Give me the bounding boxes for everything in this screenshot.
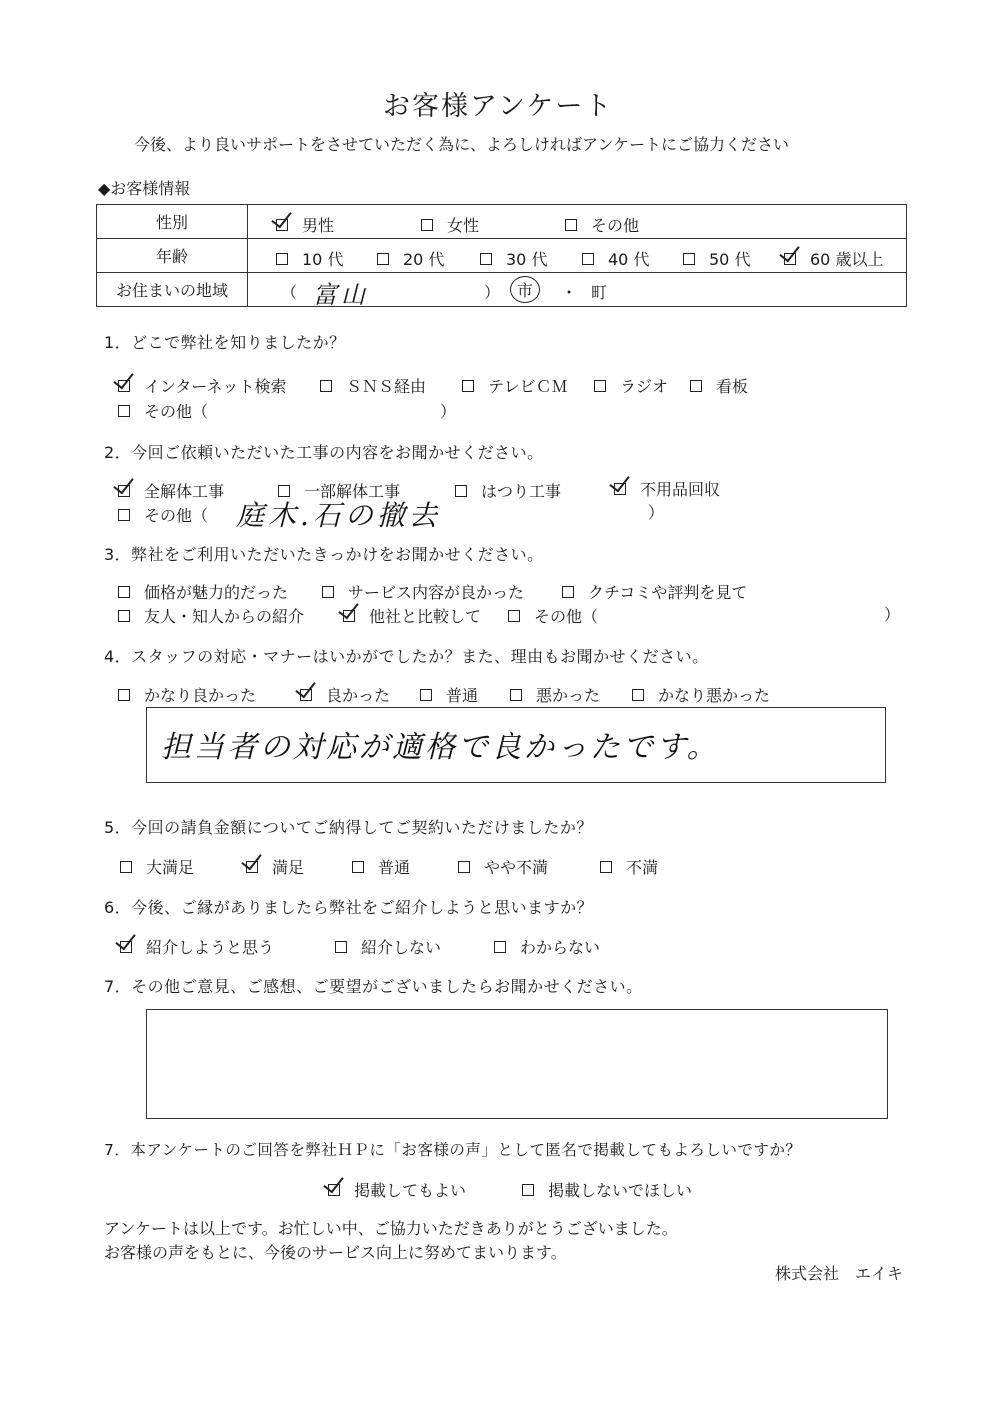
q3-option-price[interactable]: 価格が魅力的だった <box>118 580 288 603</box>
q5-option-satisfied[interactable]: 満足 <box>246 855 304 878</box>
area-town-label: 町 <box>591 283 608 302</box>
customer-info-table <box>96 204 907 307</box>
age-option-50s[interactable]: 50 代 <box>683 247 750 270</box>
area-cell <box>248 273 907 307</box>
checkbox-icon[interactable] <box>421 219 433 231</box>
gender-option-male[interactable]: 男性 <box>276 213 334 236</box>
checkbox-icon[interactable] <box>614 483 626 495</box>
question-2: 2．今回ご依頼いただいた工事の内容をお聞かせください。 <box>104 443 544 462</box>
company-name: 株式会社 エイキ <box>775 1264 904 1283</box>
q4-option-normal[interactable]: 普通 <box>420 683 478 706</box>
q3-option-referral[interactable]: 友人・知人からの紹介 <box>118 604 304 627</box>
gender-options-cell <box>248 205 907 239</box>
q1-option-other[interactable]: その他（ <box>118 399 208 422</box>
checkbox-icon[interactable] <box>322 586 334 598</box>
q2-option-chipping[interactable]: はつり工事 <box>455 479 561 502</box>
q1-other-close: ） <box>440 402 457 421</box>
question-4: 4．スタッフの対応・マナーはいかがでしたか？また、理由もお聞かせください。 <box>104 647 709 666</box>
checkbox-icon[interactable] <box>118 509 130 521</box>
area-row <box>97 273 907 307</box>
checkbox-icon[interactable] <box>562 586 574 598</box>
checkbox-icon[interactable] <box>594 380 606 392</box>
checkbox-icon[interactable] <box>343 610 355 622</box>
q4-comment-box[interactable] <box>146 707 886 783</box>
q7-comment-box[interactable] <box>146 1009 888 1119</box>
checkbox-icon[interactable] <box>276 253 288 265</box>
checkbox-icon[interactable] <box>328 1184 340 1196</box>
gender-row <box>97 205 907 239</box>
area-separator: ・ <box>561 283 578 302</box>
area-handwritten-value[interactable]: 富山 <box>313 281 369 309</box>
age-option-30s[interactable]: 30 代 <box>480 247 547 270</box>
checkbox-icon[interactable] <box>300 689 312 701</box>
checkbox-icon[interactable] <box>494 941 506 953</box>
q4-option-bad[interactable]: 悪かった <box>510 683 600 706</box>
checkbox-icon[interactable] <box>118 380 130 392</box>
q3-other-close: ） <box>884 605 901 624</box>
q4-option-very-bad[interactable]: かなり悪かった <box>632 683 770 706</box>
checkbox-icon[interactable] <box>352 861 364 873</box>
q3-option-other[interactable]: その他（ <box>508 604 598 627</box>
checkbox-icon[interactable] <box>632 689 644 701</box>
checkbox-icon[interactable] <box>683 253 695 265</box>
q2-option-other[interactable]: その他（ <box>118 503 208 526</box>
q6-option-unsure[interactable]: わからない <box>494 935 600 958</box>
checkbox-icon[interactable] <box>510 689 522 701</box>
checkbox-icon[interactable] <box>276 219 288 231</box>
question-5: 5．今回の請負金額についてご納得してご契約いただけましたか？ <box>104 818 593 837</box>
age-option-40s[interactable]: 40 代 <box>582 247 649 270</box>
intro-text: 今後、より良いサポートをさせていただく為に、よろしければアンケートにご協力ください <box>134 135 790 154</box>
area-city-circled: 市 <box>510 276 540 303</box>
age-option-10s[interactable]: 10 代 <box>276 247 343 270</box>
age-options-cell <box>248 239 907 273</box>
q2-other-handwritten[interactable]: 庭木.石の撤去 <box>236 499 441 532</box>
checkbox-icon[interactable] <box>458 861 470 873</box>
checkbox-icon[interactable] <box>246 861 258 873</box>
q2-option-partial-demolition[interactable]: 一部解体工事 <box>278 479 400 502</box>
checkbox-icon[interactable] <box>784 253 796 265</box>
area-open-paren: （ <box>281 283 298 302</box>
q8-option-disallow[interactable]: 掲載しないでほしい <box>522 1178 692 1201</box>
checkbox-icon[interactable] <box>600 861 612 873</box>
checkbox-icon[interactable] <box>118 405 130 417</box>
checkbox-icon[interactable] <box>335 941 347 953</box>
checkbox-icon[interactable] <box>377 253 389 265</box>
checkbox-icon[interactable] <box>118 485 130 497</box>
age-option-60plus[interactable]: 60 歳以上 <box>784 247 883 270</box>
q1-option-radio[interactable]: ラジオ <box>594 374 668 397</box>
q3-option-service[interactable]: サービス内容が良かった <box>322 580 524 603</box>
q5-option-somewhat-dissatisfied[interactable]: やや不満 <box>458 855 548 878</box>
question-1: 1．どこで弊社を知りましたか？ <box>104 333 346 352</box>
checkbox-icon[interactable] <box>420 689 432 701</box>
q5-option-normal[interactable]: 普通 <box>352 855 410 878</box>
checkbox-icon[interactable] <box>565 219 577 231</box>
question-7: 7．その他ご意見、ご感想、ご要望がございましたらお聞かせください。 <box>104 977 643 996</box>
age-option-20s[interactable]: 20 代 <box>377 247 444 270</box>
question-6: 6．今後、ご縁がありましたら弊社をご紹介しようと思いますか？ <box>104 898 594 917</box>
q4-option-very-good[interactable]: かなり良かった <box>118 683 256 706</box>
question-8: 7．本アンケートのご回答を弊社ＨＰに「お客様の声」として匿名で掲載してもよろしいですか？ <box>104 1141 802 1159</box>
page-title: お客様アンケート <box>383 91 614 122</box>
customer-info-heading: ◆お客様情報 <box>98 179 191 198</box>
q5-option-dissatisfied[interactable]: 不満 <box>600 855 658 878</box>
area-close-paren: ） <box>484 283 501 302</box>
closing-line-2: お客様の声をもとに、今後のサービス向上に努めてまいります。 <box>104 1243 567 1262</box>
checkbox-icon[interactable] <box>320 380 332 392</box>
q4-handwritten-comment: 担当者の対応が適格で良かったです。 <box>161 730 720 765</box>
question-3: 3．弊社をご利用いただいたきっかけをお聞かせください。 <box>104 545 544 564</box>
q3-option-reviews[interactable]: クチコミや評判を見て <box>562 580 747 603</box>
checkbox-icon[interactable] <box>118 586 130 598</box>
gender-option-other[interactable]: その他 <box>565 213 639 236</box>
q3-option-comparison[interactable]: 他社と比較して <box>343 604 481 627</box>
gender-option-female[interactable]: 女性 <box>421 213 479 236</box>
closing-line-1: アンケートは以上です。お忙しい中、ご協力いただきありがとうございました。 <box>104 1219 678 1238</box>
checkbox-icon[interactable] <box>118 689 130 701</box>
q2-option-junk-removal[interactable]: 不用品回収 <box>614 477 720 500</box>
checkbox-icon[interactable] <box>120 861 132 873</box>
checkbox-icon[interactable] <box>508 610 520 622</box>
checkbox-icon[interactable] <box>582 253 594 265</box>
age-label: 年齢 <box>97 239 248 273</box>
checkbox-icon[interactable] <box>480 253 492 265</box>
q5-option-very-satisfied[interactable]: 大満足 <box>120 855 194 878</box>
q8-option-allow[interactable]: 掲載してもよい <box>328 1178 466 1201</box>
q1-option-signboard[interactable]: 看板 <box>690 374 748 397</box>
area-label: お住まいの地域 <box>97 273 248 307</box>
gender-label: 性別 <box>97 205 248 239</box>
q4-option-good[interactable]: 良かった <box>300 683 390 706</box>
q1-option-sns[interactable]: ＳＮＳ経由 <box>320 374 426 397</box>
q6-option-will-not-refer[interactable]: 紹介しない <box>335 935 441 958</box>
age-row <box>97 239 907 273</box>
q1-option-tvcm[interactable]: テレビＣＭ <box>462 374 568 397</box>
checkbox-icon[interactable] <box>690 380 702 392</box>
q2-other-close: ） <box>648 503 665 522</box>
checkbox-icon[interactable] <box>118 610 130 622</box>
checkbox-icon[interactable] <box>522 1184 534 1196</box>
q1-option-internet[interactable]: インターネット検索 <box>118 374 287 397</box>
q6-option-will-refer[interactable]: 紹介しようと思う <box>120 935 274 958</box>
q2-option-full-demolition[interactable]: 全解体工事 <box>118 479 224 502</box>
checkbox-icon[interactable] <box>120 941 132 953</box>
checkbox-icon[interactable] <box>462 380 474 392</box>
checkbox-icon[interactable] <box>455 485 467 497</box>
